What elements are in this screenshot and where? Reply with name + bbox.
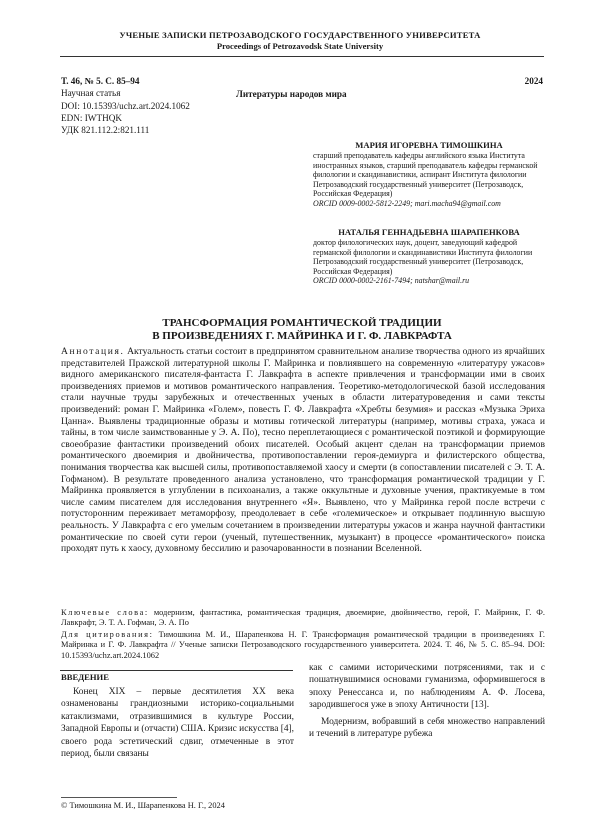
intro-heading: ВВЕДЕНИЕ <box>61 672 109 682</box>
citation-text: Тимошкина М. И., Шарапенкова Н. Г. Трансформация романтической традиции в произведениях Г. Майринка и Г. Ф. Лавкрафта // Ученые записки Петрозаводского государственного университета. 2024. Т. 46, № 5. С. 85–94. DOI: 10.15393/uchz.art.2024.1062 <box>61 630 546 660</box>
body-column-left <box>61 686 294 760</box>
volume-info: Т. 46, № 5. С. 85–94 <box>61 76 140 86</box>
abstract-label: Аннотация. <box>61 346 125 357</box>
citation-label: Для цитирования: <box>61 630 154 639</box>
author-block-2 <box>313 227 545 286</box>
header-divider <box>60 56 544 57</box>
article-meta <box>61 75 190 136</box>
body-paragraph: Конец XIX – первые десятилетия XX века ознаменованы грандиозными историко-социальными катаклизмами, отразившимися в культуре России, Западной Европы и (отчасти) США. Кризис искусства [4], своего рода эстетический сдвиг, отмеченные в этот период, были связаны <box>61 687 294 760</box>
publication-year: 2024 <box>524 76 543 86</box>
intro-divider <box>60 670 293 671</box>
author-block-1 <box>313 140 545 209</box>
title-line-1: ТРАНСФОРМАЦИЯ РОМАНТИЧЕСКОЙ ТРАДИЦИИ <box>162 317 442 329</box>
author-affiliation: Петрозаводский государственный университет (Петрозаводск, Российская Федерация) <box>313 179 524 199</box>
author-name: НАТАЛЬЯ ГЕННАДЬЕВНА ШАРАПЕНКОВА <box>338 227 520 237</box>
author-contacts[interactable]: ORCID 0009-0002-5812-2249; mari.macha94@gmail.com <box>313 198 501 208</box>
abstract <box>61 346 545 555</box>
edn: EDN: IWTHQK <box>61 112 122 123</box>
journal-name-ru: УЧЕНЫЕ ЗАПИСКИ ПЕТРОЗАВОДСКОГО ГОСУДАРСТВЕННОГО УНИВЕРСИТЕТА <box>119 30 481 40</box>
author-contacts[interactable]: ORCID 0000-0002-2161-7494; natshar@mail.ru <box>313 276 470 286</box>
author-name: МАРИЯ ИГОРЕВНА ТИМОШКИНА <box>355 140 503 150</box>
keywords-text: модернизм, фантастика, романтическая традиция, двоемирие, двойничество, герой, Г. Майринк, Г. Ф. Лавкрафт, Э. Т. А. Гофман, Э. А. По <box>61 608 546 628</box>
body-paragraph: как с самими историческими потрясениями, так и с пошатнувшимися основами гуманизма, оформившегося в эпоху Ренессанса и, по наблюдениям А. Ф. Лосева, зародившегося уже в эпоху Античности [13]. <box>309 663 545 711</box>
article-title <box>60 317 544 342</box>
abstract-text: Актуальность статьи состоит в предпринятом сравнительном анализе творчества одного из ярчайших представителей Пражской литературной школы Г. Майринка и повлиявшего на современную «литературу ужасов» видного американского писателя-фантаста Г. Лавкрафта в аспекте привлечения и трансформации ими в своих произведениях приемов и мотивов романтического направления. Теоретико-методологической базой исследования стали научные труды зарубежных и отечественных ученых в области литературоведения и сами тексты произведений: роман Г. Майринка «Голем», повесть Г. Ф. Лавкрафта «Хребты безумия» и рассказ «Музыка Эриха Цанна». Выявлены традиционные образы и мотивы готической литературы (например, мотивы страха, ужаса и тайны, в том числе заимствованные у Э. А. По), тесно переплетающиеся с романтической поэтикой и формирующие своеобразие фантастики произведений обоих писателей. Особый акцент сделан на трансформации приемов романтического двоемирия и двойничества, противопоставлении героя-демиурга и филистерского общества, понимания творчества как высшей силы, противопоставляемой хаосу и смерти (в сопоставлении писателей с Э. Т. А. Гофманом). В результате проведенного анализа установлено, что трансформация романтической традиции у Г. Майринка проявляется в углублении в психоанализ, а также оккультные и духовные учения, практикуемые в том числе самим писателем для исследования внутреннего «Я». Выявлено, что у Майринка герой после встречи с потусторонним переживает метаморфозу, преодолевает в себе «големическое» и открывает подлинную высшую реальность. У Лавкрафта с его умелым сочетанием в произведении литературы ужасов и жанра научной фантастики романтические по своей сути герои (ученый, путешественник, музыкант) в процессе «романтического» поиска проходят путь к хаосу, духовному бессилию и разочарованности в познании Вселенной. <box>61 346 545 555</box>
journal-name-en: Proceedings of Petrozavodsk State University <box>216 41 384 51</box>
footnote-divider <box>61 797 177 798</box>
title-line-2: В ПРОИЗВЕДЕНИЯХ Г. МАЙРИНКА И Г. Ф. ЛАВКРАФТА <box>152 329 452 342</box>
udc: УДК 821.112.2:821.111 <box>61 125 150 136</box>
article-type: Научная статья <box>61 88 121 99</box>
author-position: старший преподаватель кафедры английского языка Института иностранных языков, старший преподаватель кафедры германской филологии и скандинавистики, аспирант Института филологии <box>313 151 538 180</box>
body-paragraph: Модернизм, вобравший в себя множество направлений и течений в литературе рубежа <box>309 716 545 740</box>
author-affiliation: Петрозаводский государственный университет (Петрозаводск, Российская Федерация) <box>313 257 524 276</box>
journal-section: Литературы народов мира <box>236 89 347 99</box>
citation <box>61 630 545 661</box>
body-column-right <box>309 662 545 740</box>
author-position: доктор филологических наук, доцент, заведующий кафедрой германской филологии и скандинавистики Института филологии <box>313 238 533 257</box>
copyright: © Тимошкина М. И., Шарапенкова Н. Г., 2024 <box>61 801 225 810</box>
doi[interactable]: DOI: 10.15393/uchz.art.2024.1062 <box>61 100 190 111</box>
keywords <box>61 608 545 629</box>
keywords-label: Ключевые слова: <box>61 608 149 617</box>
